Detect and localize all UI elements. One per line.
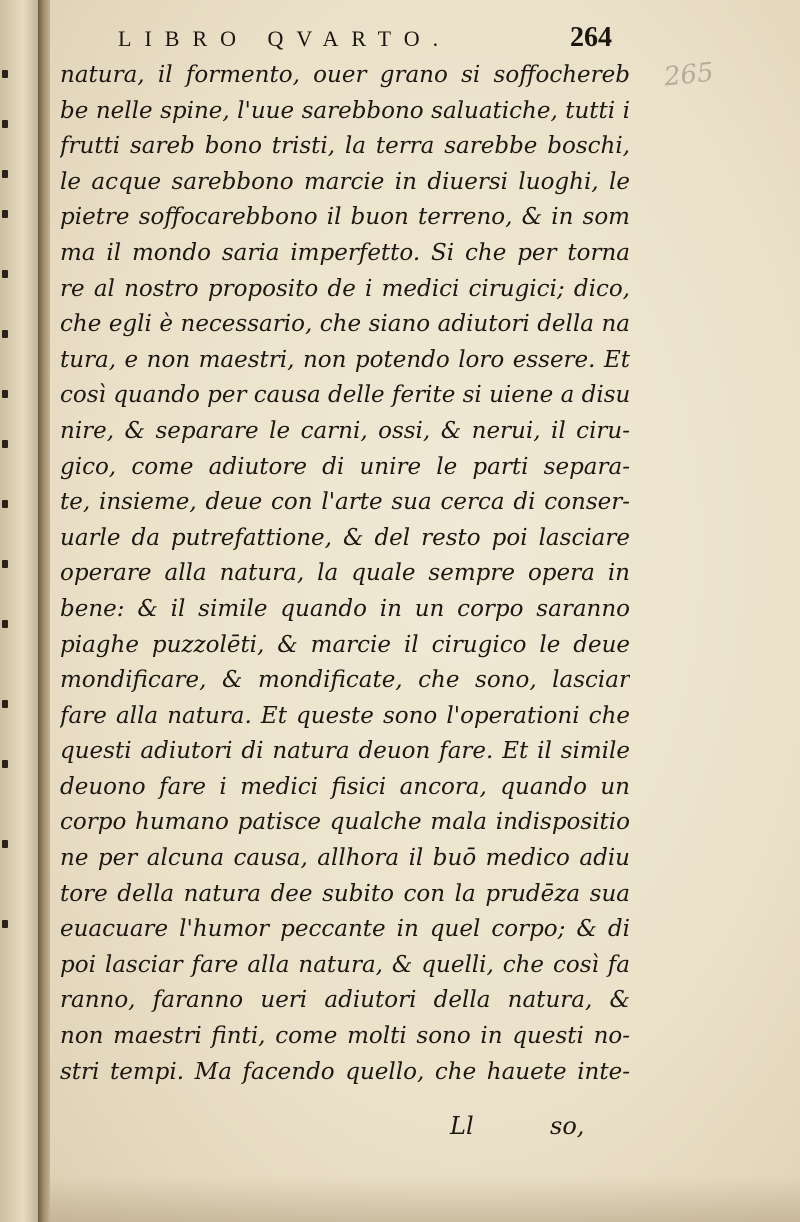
- catchword: so,: [550, 1112, 585, 1140]
- text-line: uarle da putrefattione, & del resto poi lasciare: [60, 524, 630, 551]
- running-head: LIBRO QVARTO.: [118, 26, 452, 51]
- text-line: deuono fare i medici fisici ancora, quando un: [60, 773, 630, 800]
- facing-page-ink-marks: [0, 60, 14, 960]
- text-line: bene: & il simile quando in un corpo saranno: [60, 595, 630, 622]
- text-line: gico, come adiutore di unire le parti separa-: [60, 453, 630, 480]
- folio-number: 264: [570, 22, 612, 53]
- text-line: fare alla natura. Et queste sono l'operationi che: [60, 702, 630, 729]
- text-line: ne per alcuna causa, allhora il buō medico adiu: [60, 845, 630, 872]
- text-line: non maestri finti, come molti sono in questi no-: [60, 1023, 630, 1050]
- facing-page-edge: [0, 0, 42, 1222]
- text-line: operare alla natura, la quale sempre opera in: [60, 560, 630, 587]
- book-page: [50, 0, 800, 1222]
- text-line: natura, il formento, ouer grano si soffochereb: [60, 62, 630, 88]
- text-line: poi lasciar fare alla natura, & quelli, che così fa: [60, 951, 630, 978]
- text-line: re al nostro proposito de i medici cirugici; dico,: [60, 275, 630, 302]
- text-line: piaghe puzzolēti, & marcie il cirugico le deue: [60, 631, 630, 658]
- text-line: stri tempi. Ma facendo quello, che hauete inte-: [60, 1058, 630, 1085]
- text-line: be nelle spine, l'uue sarebbono saluatiche, tutti i: [60, 97, 630, 124]
- text-line: mondificare, & mondificate, che sono, lasciar: [60, 667, 630, 694]
- text-line: ma il mondo saria imperfetto. Si che per torna: [60, 239, 630, 266]
- text-line: tura, e non maestri, non potendo loro essere. Et: [60, 346, 630, 373]
- handwritten-margin-note: 265: [662, 57, 716, 93]
- text-line: euacuare l'humor peccante in quel corpo; & di: [60, 916, 630, 943]
- text-line: corpo humano patisce qualche mala indispositio: [60, 809, 630, 836]
- text-line: pietre soffocarebbono il buon terreno, & in som: [60, 204, 630, 231]
- text-line: tore della natura dee subito con la prudēza sua: [60, 880, 630, 907]
- body-text: [60, 58, 630, 1090]
- text-line: così quando per causa delle ferite si uiene a disu: [60, 382, 630, 409]
- text-line: che egli è necessario, che siano adiutori della na: [60, 311, 630, 338]
- text-line: le acque sarebbono marcie in diuersi luoghi, le: [60, 168, 630, 195]
- text-line: frutti sareb bono tristi, la terra sarebbe boschi,: [60, 133, 630, 160]
- text-line: nire, & separare le carni, ossi, & nerui, il ciru-: [60, 417, 630, 444]
- text-line: te, insieme, deue con l'arte sua cerca di conser-: [60, 489, 630, 516]
- signature-mark: Ll: [450, 1112, 474, 1140]
- text-line: ranno, faranno ueri adiutori della natura, &: [60, 987, 630, 1014]
- page-bottom-edge: [50, 1176, 800, 1222]
- text-line: questi adiutori di natura deuon fare. Et il simile: [60, 738, 630, 765]
- page-footer: [450, 1112, 630, 1152]
